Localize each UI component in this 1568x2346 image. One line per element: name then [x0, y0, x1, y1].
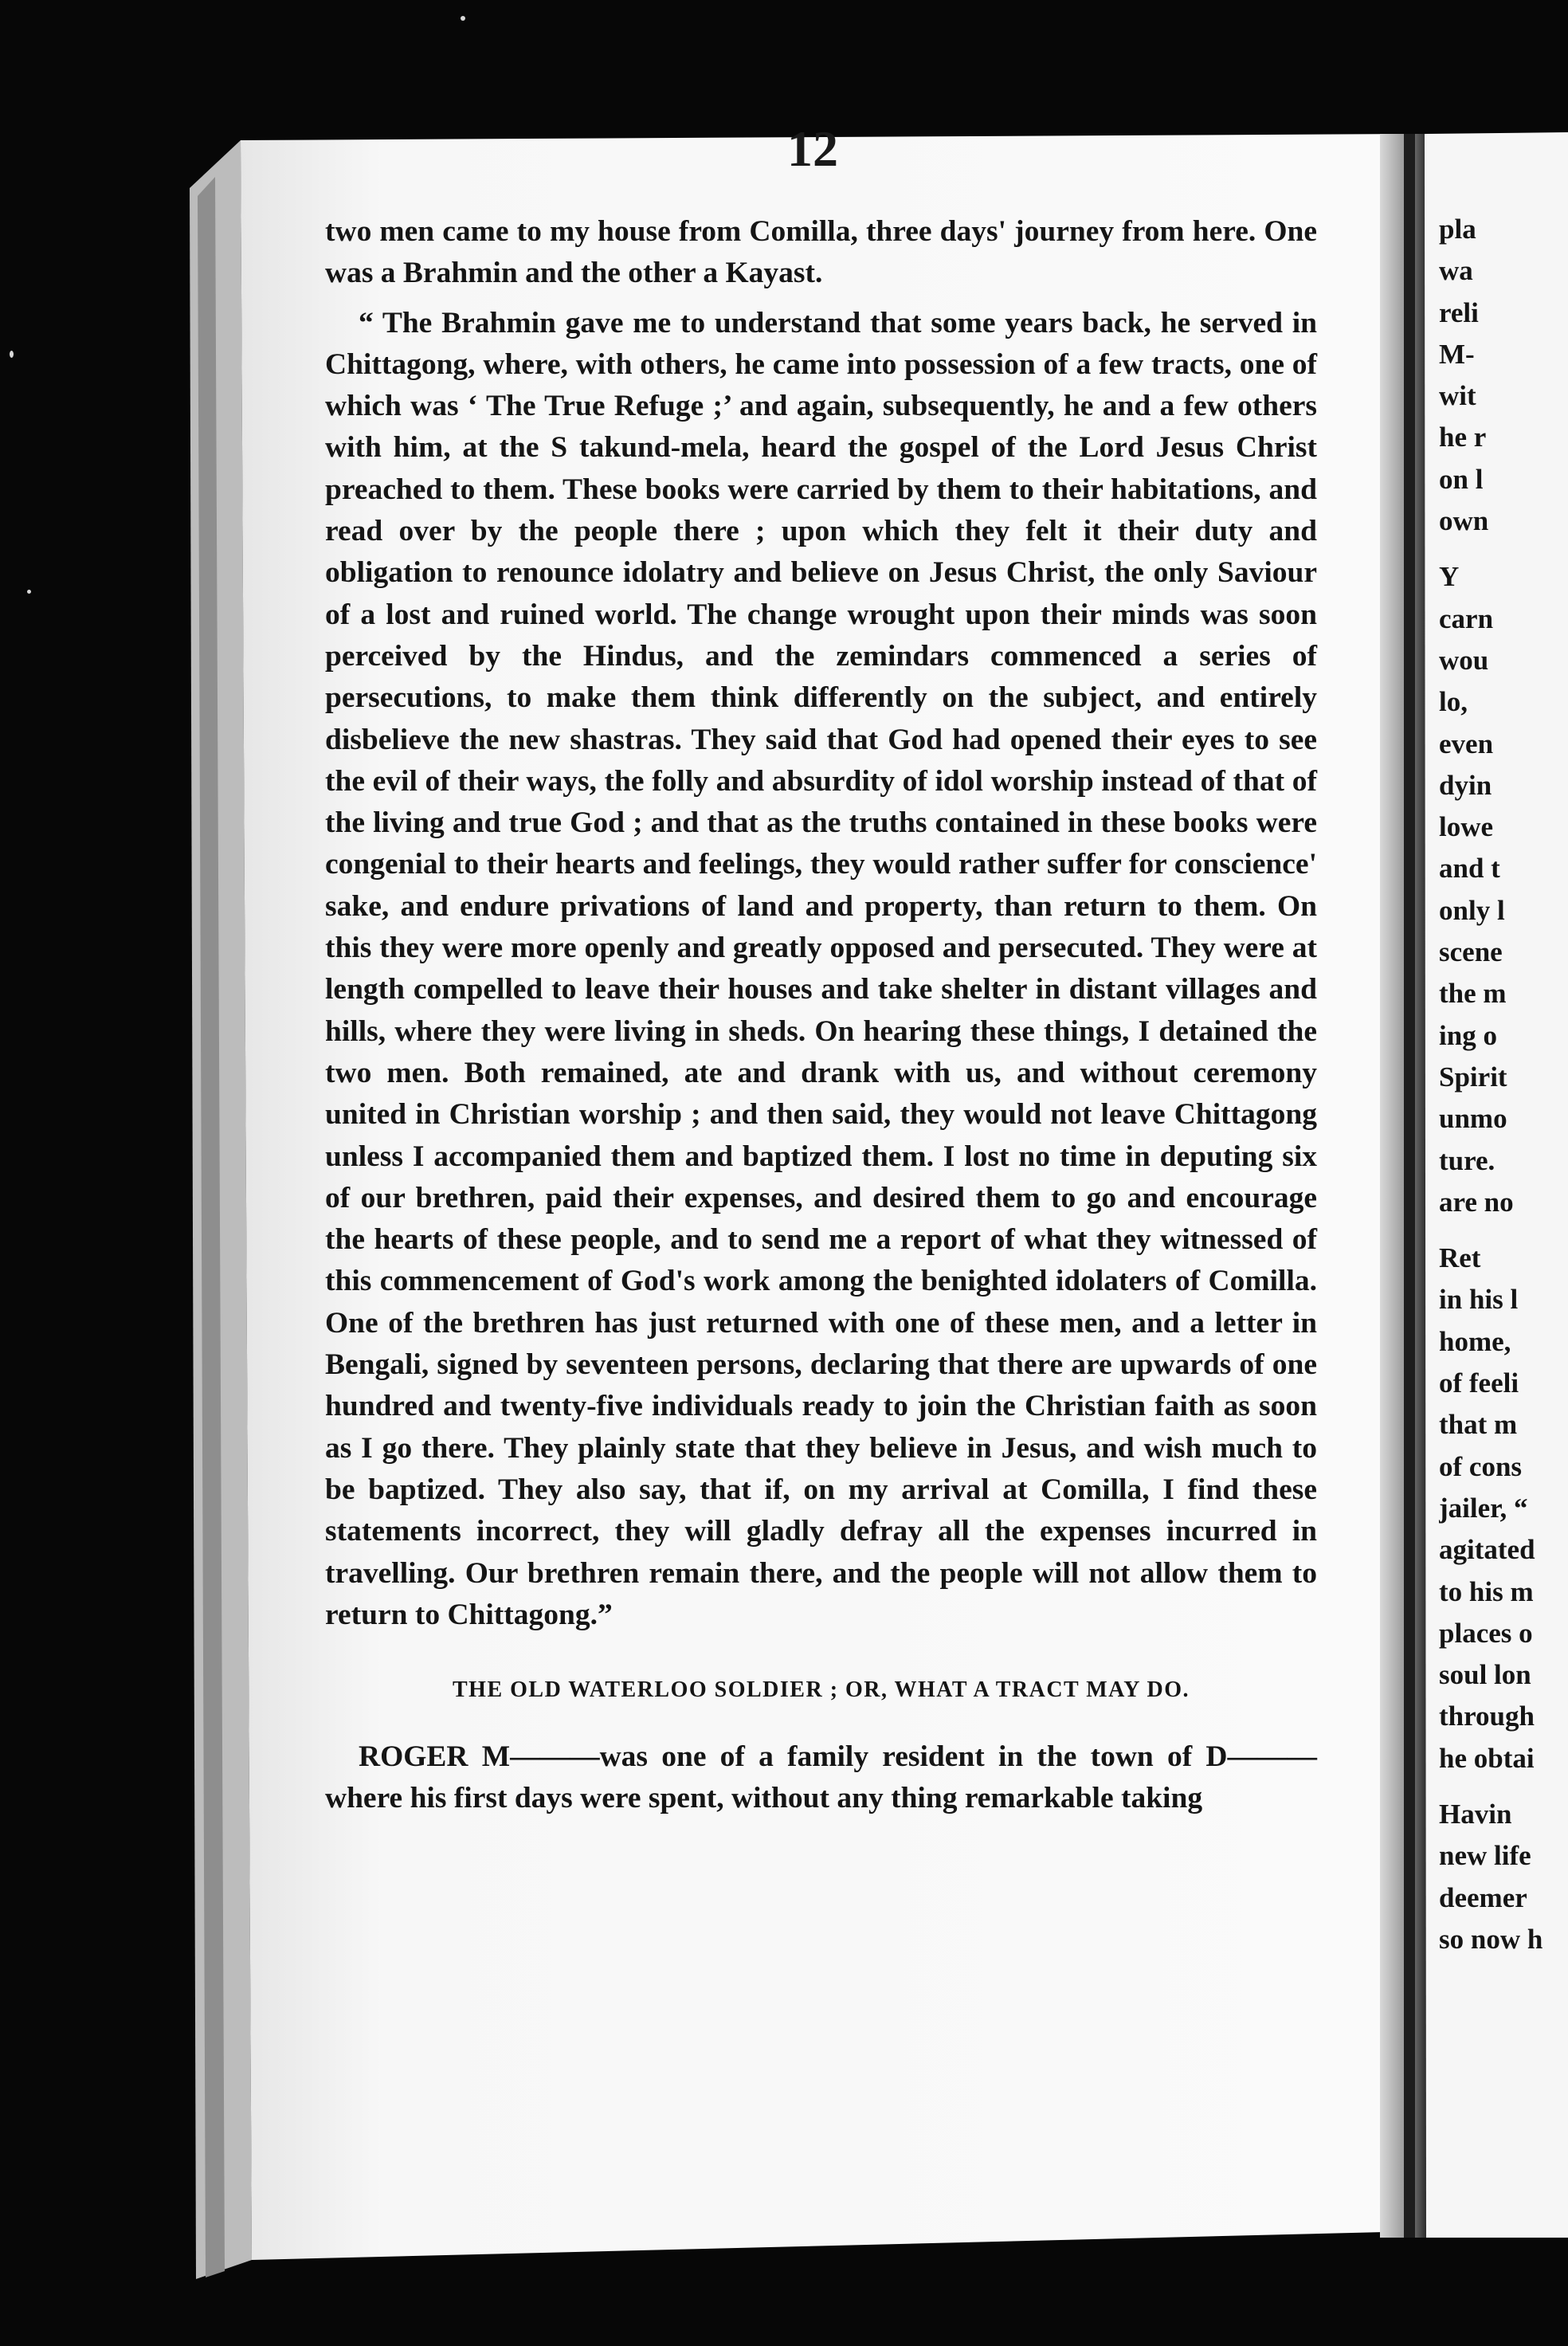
- facing-page-fragment: the m: [1439, 978, 1507, 1010]
- facing-page-fragment: he obtai: [1439, 1742, 1535, 1774]
- facing-page-fragment: through: [1439, 1701, 1535, 1732]
- closing-paragraph: ROGER M———was one of a family resident in the town of D——— where his first days were spent, without any thing remarkable taking: [325, 1740, 1317, 1815]
- body-paragraph: two men came to my house from Comilla, three days' journey from here. One was a Brahmin and the other a Kayast.: [325, 215, 1317, 290]
- facing-page-fragment: only l: [1439, 894, 1505, 926]
- facing-page-fragment: Y: [1439, 561, 1460, 593]
- facing-page-fragment: ing o: [1439, 1019, 1497, 1051]
- facing-page-fragment: that m: [1439, 1409, 1518, 1441]
- facing-page-fragment: deemer: [1439, 1881, 1527, 1913]
- facing-page-fragment: Spirit: [1439, 1061, 1507, 1093]
- facing-page-fragment: and t: [1439, 853, 1500, 885]
- facing-page-fragment: to his m: [1439, 1575, 1534, 1607]
- facing-page-fragment: in his l: [1439, 1284, 1519, 1316]
- facing-page-fragment: he r: [1439, 422, 1487, 453]
- facing-page-fragment: lowe: [1439, 811, 1494, 843]
- facing-page-text: [1439, 209, 1566, 1960]
- facing-page-fragment: own: [1439, 505, 1489, 537]
- gutter-fold-line: [1404, 134, 1415, 2238]
- facing-page-fragment: home,: [1439, 1325, 1511, 1357]
- facing-page-fragment: pla: [1439, 214, 1476, 245]
- facing-page-fragment: lo,: [1439, 686, 1468, 718]
- dust-speck: [461, 16, 465, 21]
- facing-page-fragment: wit: [1439, 380, 1476, 412]
- facing-page-fragment: soul lon: [1439, 1659, 1531, 1691]
- facing-page-fragment: jailer, “: [1439, 1492, 1528, 1524]
- facing-page-fragment: Ret: [1439, 1242, 1481, 1274]
- facing-page-fragment: agitated: [1439, 1534, 1535, 1566]
- dust-speck: [10, 351, 14, 358]
- facing-page-fragment: new life: [1439, 1840, 1531, 1872]
- facing-page-fragment: reli: [1439, 296, 1479, 328]
- facing-page-fragment: wou: [1439, 644, 1489, 676]
- facing-page-fragment: of cons: [1439, 1450, 1523, 1482]
- section-heading: THE OLD WATERLOO SOLDIER ; OR, WHAT A TRACT MAY DO.: [453, 1677, 1190, 1703]
- dust-speck: [27, 590, 31, 594]
- facing-page-fragment: of feeli: [1439, 1367, 1519, 1399]
- facing-page-fragment: so now h: [1439, 1923, 1543, 1955]
- body-paragraph: “ The Brahmin gave me to understand that some years back, he served in Chittagong, where, with others, he came into possession of a few tracts, one of which was ‘ The True Refuge ;’ and again, subsequently, he and a few others with him, at the S takund-mela, heard the gospel of the Lord Jesus Christ preached to them. These books were carried by them to their habitations, and read over by the people there ; upon which they felt it their duty and obligation to renounce idolatry and believe on Jesus Christ, the only Saviour of a lost and ruined world. The change wrought upon their minds was soon perceived by the Hindus, and the zemindars commenced a series of persecutions, to make them think differently on the subject, and entirely disbelieve the new shastras. They said that God had opened their eyes to see the evil of their ways, the folly and absurdity of idol worship instead of that of the living and true God ; and that as the truths contained in these books were congenial to their hearts and feelings, they would rather suffer for conscience' sake, and endure privations of land and property, than return to them. On this they were more openly and greatly opposed and persecuted. They were at length compelled to leave their houses and take shelter in distant villages and hills, where they were living in sheds. On hearing these things, I detained the two men. Both remained, ate and drank with us, and without ceremony united in Christian worship ; and then said, they would not leave Chittagong unless I accompanied them and baptized them. I lost no time in deputing six of our brethren, paid their expenses, and desired them to go and encourage the hearts of these people, and to send me a report of what they witnessed of this commencement of God's work among the benighted idolaters of Comilla. One of the brethren has just returned with one of these men, and a letter in Bengali, signed by seventeen persons, declaring that there are upwards of one hundred and twenty-five individuals ready to join the Christian faith as soon as I go there. They plainly state that they believe in Jesus, and wish much to be baptized. They also say, that if, on my arrival at Comilla, I find these statements incorrect, they will gladly defray all the expenses incurred in travelling. Our brethren remain there, and the people will not allow them to return to Chittagong.”: [325, 306, 1317, 1631]
- facing-page-fragment: are no: [1439, 1186, 1514, 1218]
- facing-page-fragment: even: [1439, 728, 1494, 759]
- page-number: 12: [787, 120, 838, 177]
- facing-page-fragment: ture.: [1439, 1144, 1495, 1176]
- facing-page-fragment: unmo: [1439, 1103, 1507, 1135]
- facing-page-fragment: dyin: [1439, 769, 1492, 801]
- facing-page-fragment: on l: [1439, 463, 1484, 495]
- main-text-column: [325, 211, 1317, 1820]
- facing-page-fragment: carn: [1439, 602, 1494, 634]
- facing-page-fragment: M-: [1439, 338, 1475, 370]
- facing-page-fragment: Havin: [1439, 1798, 1512, 1830]
- facing-page-fragment: scene: [1439, 936, 1503, 968]
- facing-page-fragment: wa: [1439, 255, 1473, 287]
- center-gutter: [1380, 134, 1426, 2238]
- facing-page-fragment: places o: [1439, 1617, 1533, 1649]
